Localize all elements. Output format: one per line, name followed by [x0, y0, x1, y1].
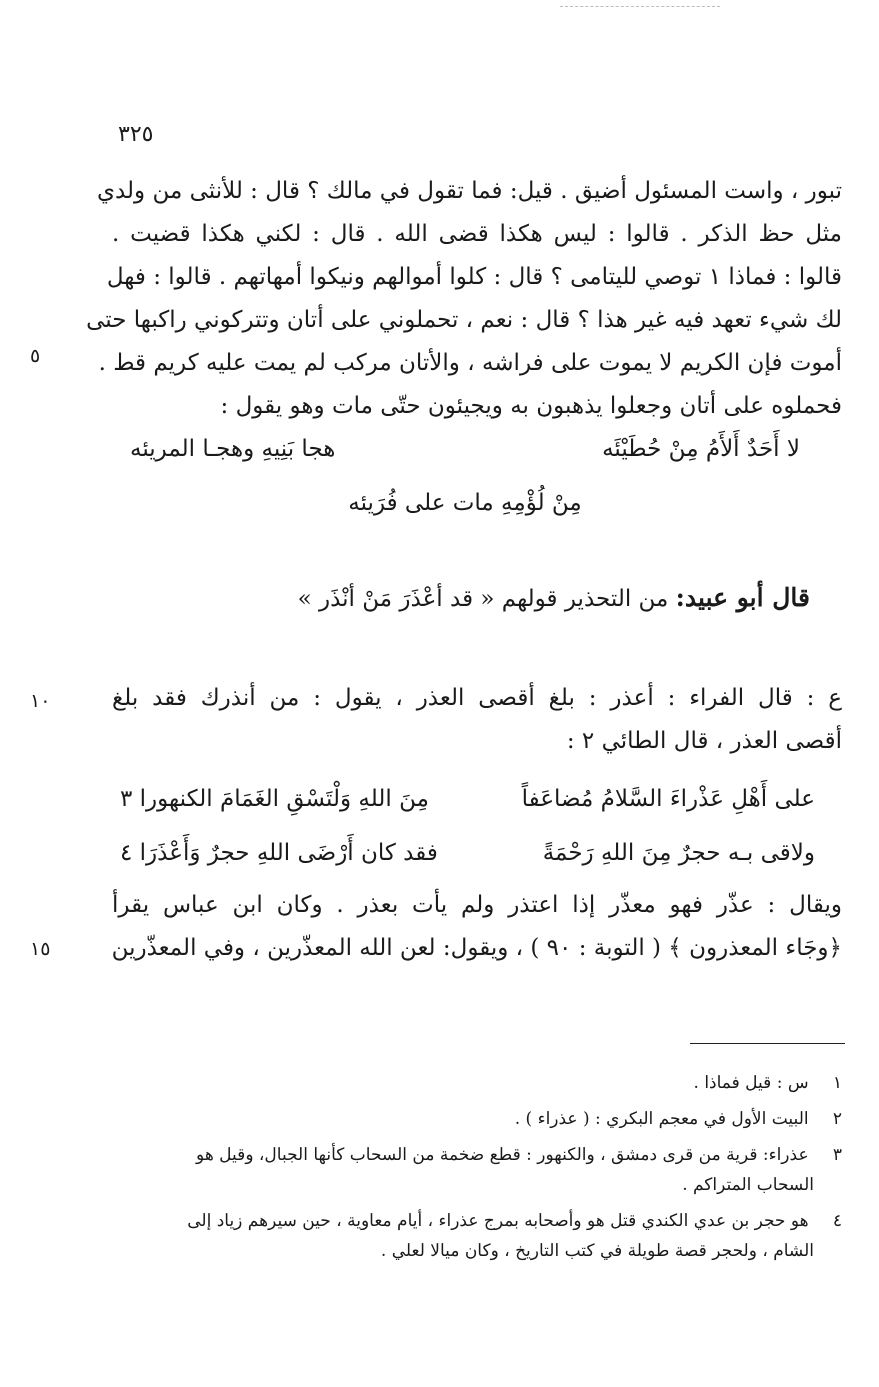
section-heading	[250, 583, 810, 612]
footnote-text-continued: السحاب المتراكم .	[682, 1175, 814, 1195]
paragraph-2	[112, 677, 842, 763]
verse-row	[120, 826, 815, 880]
text-line: أقصى العذر ، قال الطائي ٢ :	[566, 728, 842, 754]
footnote-number: ٤	[832, 1211, 842, 1231]
text-line: لك شيء تعهد فيه غير هذا ؟ قال : نعم ، تحملوني على أتان وتتركوني راكبها حتى	[86, 307, 842, 333]
paragraph-3	[112, 884, 842, 970]
verse-2	[120, 772, 815, 880]
footnotes	[112, 1068, 842, 1272]
text-line: تبور ، واست المسئول أضيق . قيل: فما تقول في مالك ؟ قال : للأنثى من ولدي	[96, 178, 842, 204]
footnote-1	[112, 1068, 842, 1098]
verse-hemistich: فقد كان أَرْضَى اللهِ حجرٌ وَأَعْذَرَا ٤	[120, 840, 438, 866]
text-line: مثل حظ الذكر . قالوا : ليس هكذا قضى الله . قال : لكني هكذا قضيت .	[112, 221, 842, 247]
footnote-text-continued: الشام ، ولحجر قصة طويلة في كتب التاريخ ، وكان ميالا لعلي .	[380, 1241, 814, 1261]
text-line: فحملوه على أتان وجعلوا يذهبون به ويجيئون حتّى مات وهو يقول :	[220, 393, 842, 419]
footnote-3	[112, 1140, 842, 1200]
text-line: قالوا : فماذا ١ توصي لليتامى ؟ قال : كلوا أموالهم ونيكوا أمهاتهم . قالوا : فهل	[106, 264, 842, 290]
text-line: ﴿وجَاء المعذرون ﴾ ( التوبة : ٩٠ ) ، ويقول: لعن الله المعذّرين ، وفي المعذّرين	[111, 935, 842, 961]
verse-row	[120, 772, 815, 826]
footnote-separator	[690, 1043, 845, 1044]
text-line: ع : قال الفراء : أعذر : بلغ أقصى العذر ، يقول : من أنذرك فقد بلغ	[112, 685, 842, 711]
footnote-text: عذراء: قرية من قرى دمشق ، والكنهور : قطع ضخمة من السحاب كأنها الجبال، وقيل هو	[196, 1145, 809, 1165]
paragraph-1	[86, 170, 842, 428]
verse-hemistich: مِنَ اللهِ وَلْتَسْقِ الغَمَامَ الكنهورا ٣	[120, 786, 429, 812]
footnote-2	[112, 1104, 842, 1134]
heading-text: من التحذير قولهم « قد أعْذَرَ مَنْ أنْذَر »	[297, 586, 669, 612]
verse-hemistich: لا أَحَدٌ أَلأَمُ مِنْ حُطَيْئَه	[602, 436, 800, 462]
margin-line-number: ١٠	[30, 690, 51, 712]
verse-hemistich: ولاقى بـه حجرٌ مِنَ اللهِ رَحْمَةً	[542, 840, 815, 866]
verse-hemistich: على أَهْلِ عَذْراءَ السَّلامُ مُضاعَفاً	[521, 786, 815, 812]
footnote-number: ٢	[832, 1109, 842, 1129]
text-line: ويقال : عذّر فهو معذّر إذا اعتذر ولم يأت بعذر . وكان ابن عباس يقرأ	[112, 892, 842, 918]
footnote-number: ٣	[832, 1145, 842, 1165]
verse-1	[130, 422, 800, 530]
text-line: أموت فإن الكريم لا يموت على فراشه ، والأتان مركب لم يمت عليه كريم قط .	[98, 350, 842, 376]
heading-author: قال أبو عبيد:	[675, 583, 810, 612]
footnote-text: س : قيل فماذا .	[693, 1073, 809, 1093]
verse-hemistich: هجا بَنِيهِ وهجـا المريئه	[130, 436, 336, 462]
page-number: ٣٢٥	[118, 122, 154, 147]
footnote-number: ١	[832, 1073, 842, 1093]
margin-line-number: ١٥	[30, 938, 51, 960]
footnote-text: هو حجر بن عدي الكندي قتل هو وأصحابه بمرج عذراء ، أيام معاوية ، حين سيرهم زياد إلى	[187, 1211, 809, 1231]
scan-artifact-line	[560, 6, 720, 7]
footnote-4	[112, 1206, 842, 1266]
verse-row	[130, 422, 800, 476]
footnote-text: البيت الأول في معجم البكري : ( عذراء ) .	[514, 1109, 809, 1129]
verse-line: مِنْ لُؤْمِهِ مات على فُرَيئه	[348, 490, 582, 516]
margin-line-number: ٥	[30, 345, 41, 367]
